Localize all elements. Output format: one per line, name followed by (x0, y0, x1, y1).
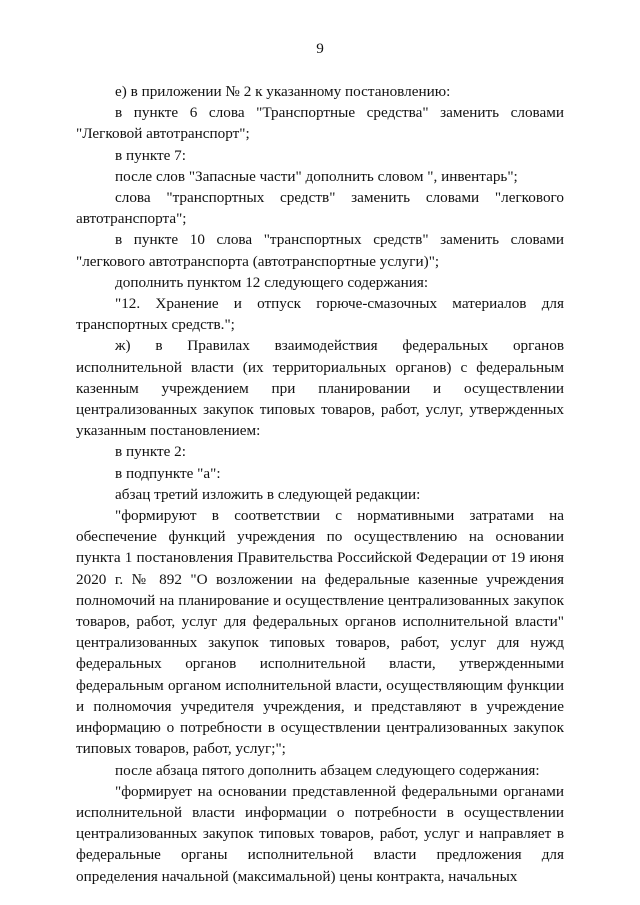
paragraph: е) в приложении № 2 к указанному постановлению: (115, 83, 451, 100)
paragraph: в подпункте "а": (115, 464, 221, 482)
paragraph: ж) в Правилах взаимодействия федеральных органов исполнительной власти (их территориальных органов) с федеральным казенным учреждением при планировании и осуществлении централизованных закупок типовых товаров, работ, услуг, утвержденных указанным постановлением: (76, 337, 564, 440)
paragraph: после абзаца пятого дополнить абзацем следующего содержания: (115, 761, 540, 779)
quoted-paragraph: "формирует на основании представленной федеральными органами исполнительной власти информации о потребности в осуществлении централизованных закупок типовых товаров, работ, услуг и направляет в федеральные органы исполнительной власти предложения для определения начальной (максимальной) цены контракта, начальных (76, 782, 564, 885)
paragraph: слова "транспортных средств" заменить словами "легкового автотранспорта"; (76, 189, 564, 228)
paragraph: после слов "Запасные части" дополнить словом ", инвентарь"; (115, 167, 518, 185)
paragraph: в пункте 6 слова "Транспортные средства" заменить словами "Легковой автотранспорт"; (76, 104, 564, 143)
quoted-paragraph: "12. Хранение и отпуск горюче-смазочных материалов для транспортных средств."; (76, 295, 564, 334)
paragraph: в пункте 7: (115, 146, 186, 164)
page-number: 9 (316, 40, 324, 57)
paragraph: абзац третий изложить в следующей редакции: (115, 485, 421, 503)
paragraph: в пункте 2: (115, 443, 186, 461)
document-body (76, 81, 564, 887)
paragraph: дополнить пунктом 12 следующего содержания: (115, 273, 429, 291)
quoted-paragraph: "формируют в соответствии с нормативными затратами на обеспечение функций учреждения по осуществлению на основании пункта 1 постановления Правительства Российской Федерации от 19 июня 2020 г. № 892 "О возложении на федеральные казенные учреждения полномочий на планирование и осуществление централизованных закупок товаров, работ, услуг для федеральных органов исполнительной власти" централизованных закупок типовых товаров, работ, услуг для нужд федеральных органов исполнительной власти, утвержденными федеральным органом исполнительной власти, осуществляющим функции и полномочия учредителя учреждения, и представляют в учреждение информацию о потребности в осуществлении централизованных закупок типовых товаров, работ, услуг;"; (76, 507, 564, 758)
paragraph: в пункте 10 слова "транспортных средств" заменить словами "легкового автотранспорта (автотранспортные услуги)"; (76, 231, 564, 270)
